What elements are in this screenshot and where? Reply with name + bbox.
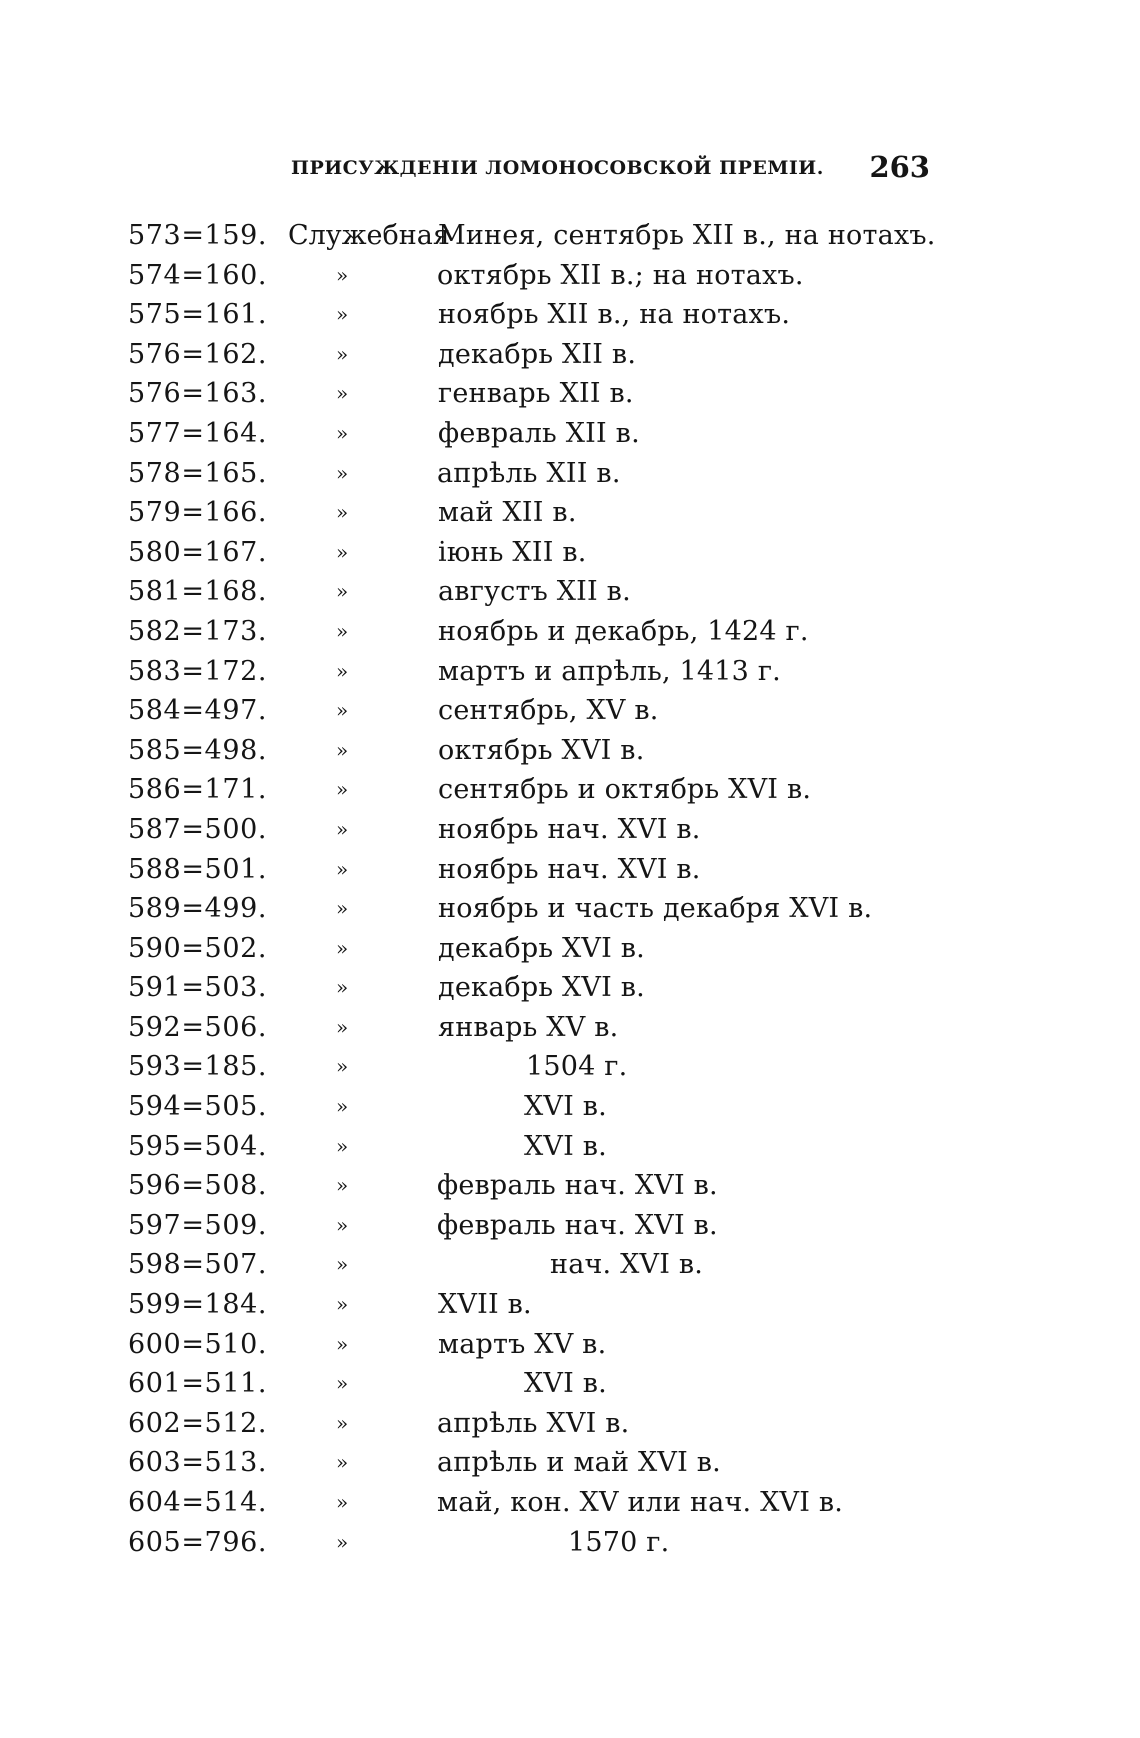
entry-description: апрѣль XII в. <box>437 457 621 489</box>
list-item <box>128 572 928 612</box>
ditto-mark: » <box>336 737 349 762</box>
ditto-mark: » <box>336 816 349 841</box>
ditto-mark: » <box>336 1450 349 1475</box>
list-item <box>128 612 928 652</box>
ditto-mark: » <box>336 1133 349 1158</box>
entry-description: апрѣль и май XVI в. <box>437 1447 721 1479</box>
entry-number: 595=504. <box>128 1130 268 1162</box>
ditto-mark: » <box>336 975 349 1000</box>
entry-description: апрѣль XVI в. <box>437 1407 630 1439</box>
entry-number: 577=164. <box>128 417 268 449</box>
entry-description: 1504 г. <box>526 1051 628 1083</box>
list-item <box>128 1325 928 1365</box>
list-item <box>128 1206 928 1246</box>
entry-number: 592=506. <box>128 1011 268 1043</box>
entry-number: 602=512. <box>128 1407 268 1439</box>
list-item <box>128 1127 928 1167</box>
page-number: 263 <box>869 150 930 184</box>
entry-number: 600=510. <box>128 1328 268 1360</box>
entry-number: 601=511. <box>128 1368 268 1400</box>
entry-number: 596=508. <box>128 1170 268 1202</box>
ditto-mark: » <box>336 1371 349 1396</box>
list-item <box>128 216 936 256</box>
ditto-mark: » <box>336 777 349 802</box>
entry-description: октябрь XII в.; на нотахъ. <box>437 259 804 291</box>
list-item <box>128 493 928 533</box>
ditto-mark: » <box>336 381 349 406</box>
entry-number: 583=172. <box>128 655 268 687</box>
list-item <box>128 454 928 494</box>
entry-description: XVI в. <box>524 1130 607 1162</box>
list-item <box>128 1483 928 1523</box>
ditto-mark: » <box>336 1094 349 1119</box>
list-item <box>128 850 928 890</box>
ditto-mark: » <box>336 896 349 921</box>
entry-description: январь XV в. <box>438 1011 619 1043</box>
list-item <box>128 731 928 771</box>
entry-number: 591=503. <box>128 972 268 1004</box>
list-item <box>128 929 928 969</box>
entry-number: 582=173. <box>128 615 268 647</box>
entry-number: 574=160. <box>128 259 268 291</box>
ditto-mark: » <box>336 341 349 366</box>
list-item <box>128 256 928 296</box>
entry-number: 588=501. <box>128 853 268 885</box>
ditto-mark: » <box>336 1212 349 1237</box>
entry-number: 589=499. <box>128 893 268 925</box>
entry-number: 573=159. <box>128 220 268 251</box>
ditto-mark: » <box>336 856 349 881</box>
list-item <box>128 968 928 1008</box>
entry-description: февраль нач. XVI в. <box>437 1209 718 1241</box>
list-item <box>128 335 928 375</box>
list-item <box>128 1008 928 1048</box>
manuscript-list <box>128 216 936 1562</box>
ditto-mark: » <box>336 460 349 485</box>
list-item <box>128 810 928 850</box>
ditto-mark: » <box>336 302 349 327</box>
entry-number: 580=167. <box>128 536 268 568</box>
entry-number: 575=161. <box>128 299 268 331</box>
entry-description: ноябрь и декабрь, 1424 г. <box>438 615 809 647</box>
list-item <box>128 1047 928 1087</box>
entry-description: май XII в. <box>438 497 577 529</box>
list-item <box>128 691 928 731</box>
ditto-mark: » <box>336 658 349 683</box>
entry-description: ноябрь и часть декабря XVI в. <box>438 893 873 925</box>
list-item <box>128 1087 928 1127</box>
entry-number: 603=513. <box>128 1447 268 1479</box>
list-item <box>128 1245 928 1285</box>
entry-description: декабрь XVI в. <box>438 932 645 964</box>
entry-description: XVI в. <box>524 1368 607 1400</box>
ditto-mark: » <box>336 935 349 960</box>
list-item <box>128 374 928 414</box>
list-item <box>128 1166 928 1206</box>
entry-number: 576=163. <box>128 378 268 410</box>
entry-number: 594=505. <box>128 1091 268 1123</box>
entry-number: 597=509. <box>128 1209 268 1241</box>
entry-description: августъ XII в. <box>438 576 631 608</box>
entry-description: XVII в. <box>438 1289 532 1321</box>
entry-description: сентябрь и октябрь XVI в. <box>438 774 812 806</box>
entry-description: ноябрь нач. XVI в. <box>438 813 701 845</box>
ditto-mark: » <box>336 579 349 604</box>
ditto-mark: » <box>336 420 349 445</box>
entry-heading-word: Служебная <box>288 220 450 251</box>
running-head <box>128 150 930 190</box>
entry-description: XVI в. <box>524 1091 607 1123</box>
entry-number: 578=165. <box>128 457 268 489</box>
entry-number: 579=166. <box>128 497 268 529</box>
ditto-mark: » <box>336 1252 349 1277</box>
ditto-mark: » <box>336 1529 349 1554</box>
running-head-title: ПРИСУЖДЕНІИ ЛОМОНОСОВСКОЙ ПРЕМІИ. <box>291 157 824 179</box>
entry-description: октябрь XVI в. <box>438 734 645 766</box>
entry-description: нач. XVI в. <box>550 1249 704 1281</box>
entry-description: февраль XII в. <box>438 417 640 449</box>
entry-number: 605=796. <box>128 1526 268 1558</box>
entry-description: Минея, сентябрь XII в., на нотахъ. <box>438 220 936 251</box>
ditto-mark: » <box>336 1410 349 1435</box>
entry-number: 586=171. <box>128 774 268 806</box>
entry-description: ноябрь нач. XVI в. <box>438 853 701 885</box>
ditto-mark: » <box>336 500 349 525</box>
entry-description: ноябрь XII в., на нотахъ. <box>438 299 791 331</box>
ditto-mark: » <box>336 698 349 723</box>
list-item <box>128 1285 928 1325</box>
ditto-mark: » <box>336 618 349 643</box>
entry-description: мартъ и апрѣль, 1413 г. <box>438 655 781 687</box>
list-item <box>128 770 928 810</box>
list-item <box>128 1404 928 1444</box>
list-item <box>128 533 928 573</box>
entry-number: 590=502. <box>128 932 268 964</box>
entry-number: 585=498. <box>128 734 268 766</box>
ditto-mark: » <box>336 1014 349 1039</box>
entry-description: мартъ XV в. <box>438 1328 607 1360</box>
list-item <box>128 889 928 929</box>
list-item <box>128 1523 928 1563</box>
entry-number: 604=514. <box>128 1487 268 1518</box>
entry-number: 584=497. <box>128 695 268 727</box>
entry-description: май, кон. XV или нач. XVI в. <box>437 1487 844 1518</box>
entry-number: 587=500. <box>128 813 268 845</box>
list-item <box>128 295 928 335</box>
entry-description: сентябрь, XV в. <box>438 695 659 727</box>
ditto-mark: » <box>336 1292 349 1317</box>
entry-number: 599=184. <box>128 1289 268 1321</box>
list-item <box>128 1443 928 1483</box>
entry-description: 1570 г. <box>568 1526 670 1558</box>
entry-number: 593=185. <box>128 1051 268 1083</box>
ditto-mark: » <box>336 1054 349 1079</box>
ditto-mark: » <box>336 539 349 564</box>
list-item <box>128 1364 928 1404</box>
entry-description: декабрь XII в. <box>438 338 637 370</box>
entry-description: декабрь XVI в. <box>438 972 645 1004</box>
entry-description: февраль нач. XVI в. <box>437 1170 718 1202</box>
ditto-mark: » <box>336 1173 349 1198</box>
entry-number: 576=162. <box>128 338 268 370</box>
list-item <box>128 652 928 692</box>
entry-number: 581=168. <box>128 576 268 608</box>
ditto-mark: » <box>336 1490 349 1514</box>
entry-number: 598=507. <box>128 1249 268 1281</box>
entry-description: генварь XII в. <box>438 378 634 410</box>
ditto-mark: » <box>336 1331 349 1356</box>
entry-description: іюнь XII в. <box>438 536 587 568</box>
list-item <box>128 414 928 454</box>
ditto-mark: » <box>336 262 349 287</box>
